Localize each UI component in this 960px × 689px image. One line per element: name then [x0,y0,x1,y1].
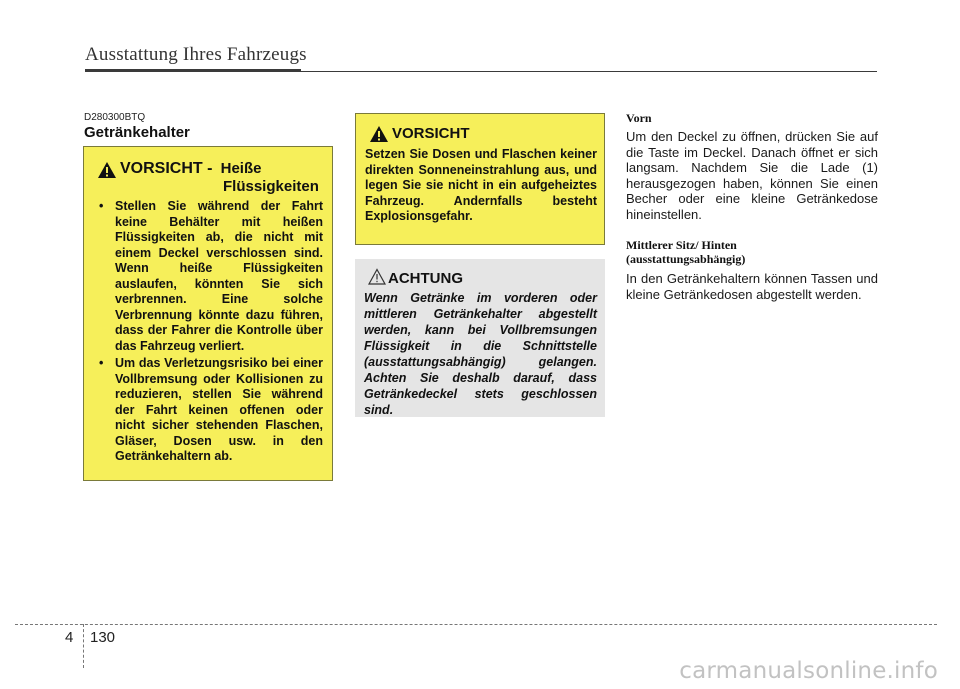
header-rule [85,71,877,72]
rear-heading-line2: (ausstattungsabhängig) [626,252,746,266]
caution-hot-bullet-2: • Um das Verletzungsrisiko bei einer Vollbremsung oder Kollisionen zu reduzieren, stellen Sie während der Fahrt keinen offenen oder nicht sicher stehenden Flaschen, Gläser, Dosen usw. in den Getränkehaltern ab. [93,356,323,465]
warning-outline-icon [368,268,386,285]
caution-hot-title [120,160,261,178]
rear-heading-line1: Mittlerer Sitz/ Hinten [626,238,737,252]
warning-icon [97,161,117,179]
caution-cans-title: VORSICHT [392,125,470,142]
caution-hot-liquids-box [83,146,333,481]
notice-title: ACHTUNG [388,270,463,287]
caution-cans-box [355,113,605,245]
rear-text: In den Getränkehaltern können Tassen und kleine Getränkedosen abgestellt werden. [626,271,878,302]
front-text: Um den Deckel zu öffnen, drücken Sie auf die Taste im Deckel. Danach öffnet er sich langsam. Nachdem Sie die Lade (1) herausgezogen haben, können Sie einen Becher oder eine kleine Getränkedose hineinstellen. [626,129,878,222]
caution-cans-text: Setzen Sie Dosen und Flaschen keiner direkten Sonneneinstrahlung aus, und legen Sie sie nicht in ein aufgeheiztes Fahrzeug. Andernfalls besteht Explosionsgefahr. [365,147,597,223]
chapter-title: Ausstattung Ihres Fahrzeugs [85,44,307,65]
caution-hot-body [93,199,323,467]
caution-hot-title-sub1: Heiße [220,160,262,177]
watermark: carmanualsonline.info [679,658,938,684]
caution-hot-bullet-1: • Stellen Sie während der Fahrt keine Behälter mit heißen Flüssigkeiten ab, die nicht mit einem Deckel verschlossen sind. Wenn heiße Flüssigkeiten auslaufen, könnten Sie sich verbrennen. Eine solche Verbrennung könnte dazu führen, dass der Fahrer die Kontrolle über das Fahrzeug verliert. [93,199,323,354]
section-code: D280300BTQ [84,112,146,123]
front-section [626,111,878,222]
footer-rule [15,624,937,625]
notice-box [355,259,605,417]
front-heading: Vorn [626,111,652,125]
rear-section [626,238,878,302]
section-heading: Getränkehalter [84,124,190,141]
caution-hot-title-sub2: Flüssigkeiten [223,178,319,195]
caution-hot-title-main: VORSICHT - [120,160,213,177]
footer-divider [83,624,84,668]
chapter-number: 4 [65,629,74,646]
notice-text: Wenn Getränke im vorderen oder mittleren Getränkehalter abgestellt werden, kann bei Vollbremsungen Flüssigkeit in die Schnittstelle (ausstattungsabhängig) gelangen. Achten Sie deshalb darauf, dass Getränkedeckel stets geschlossen sind. [364,291,597,417]
page-number: 130 [90,629,116,646]
warning-icon [369,125,389,143]
